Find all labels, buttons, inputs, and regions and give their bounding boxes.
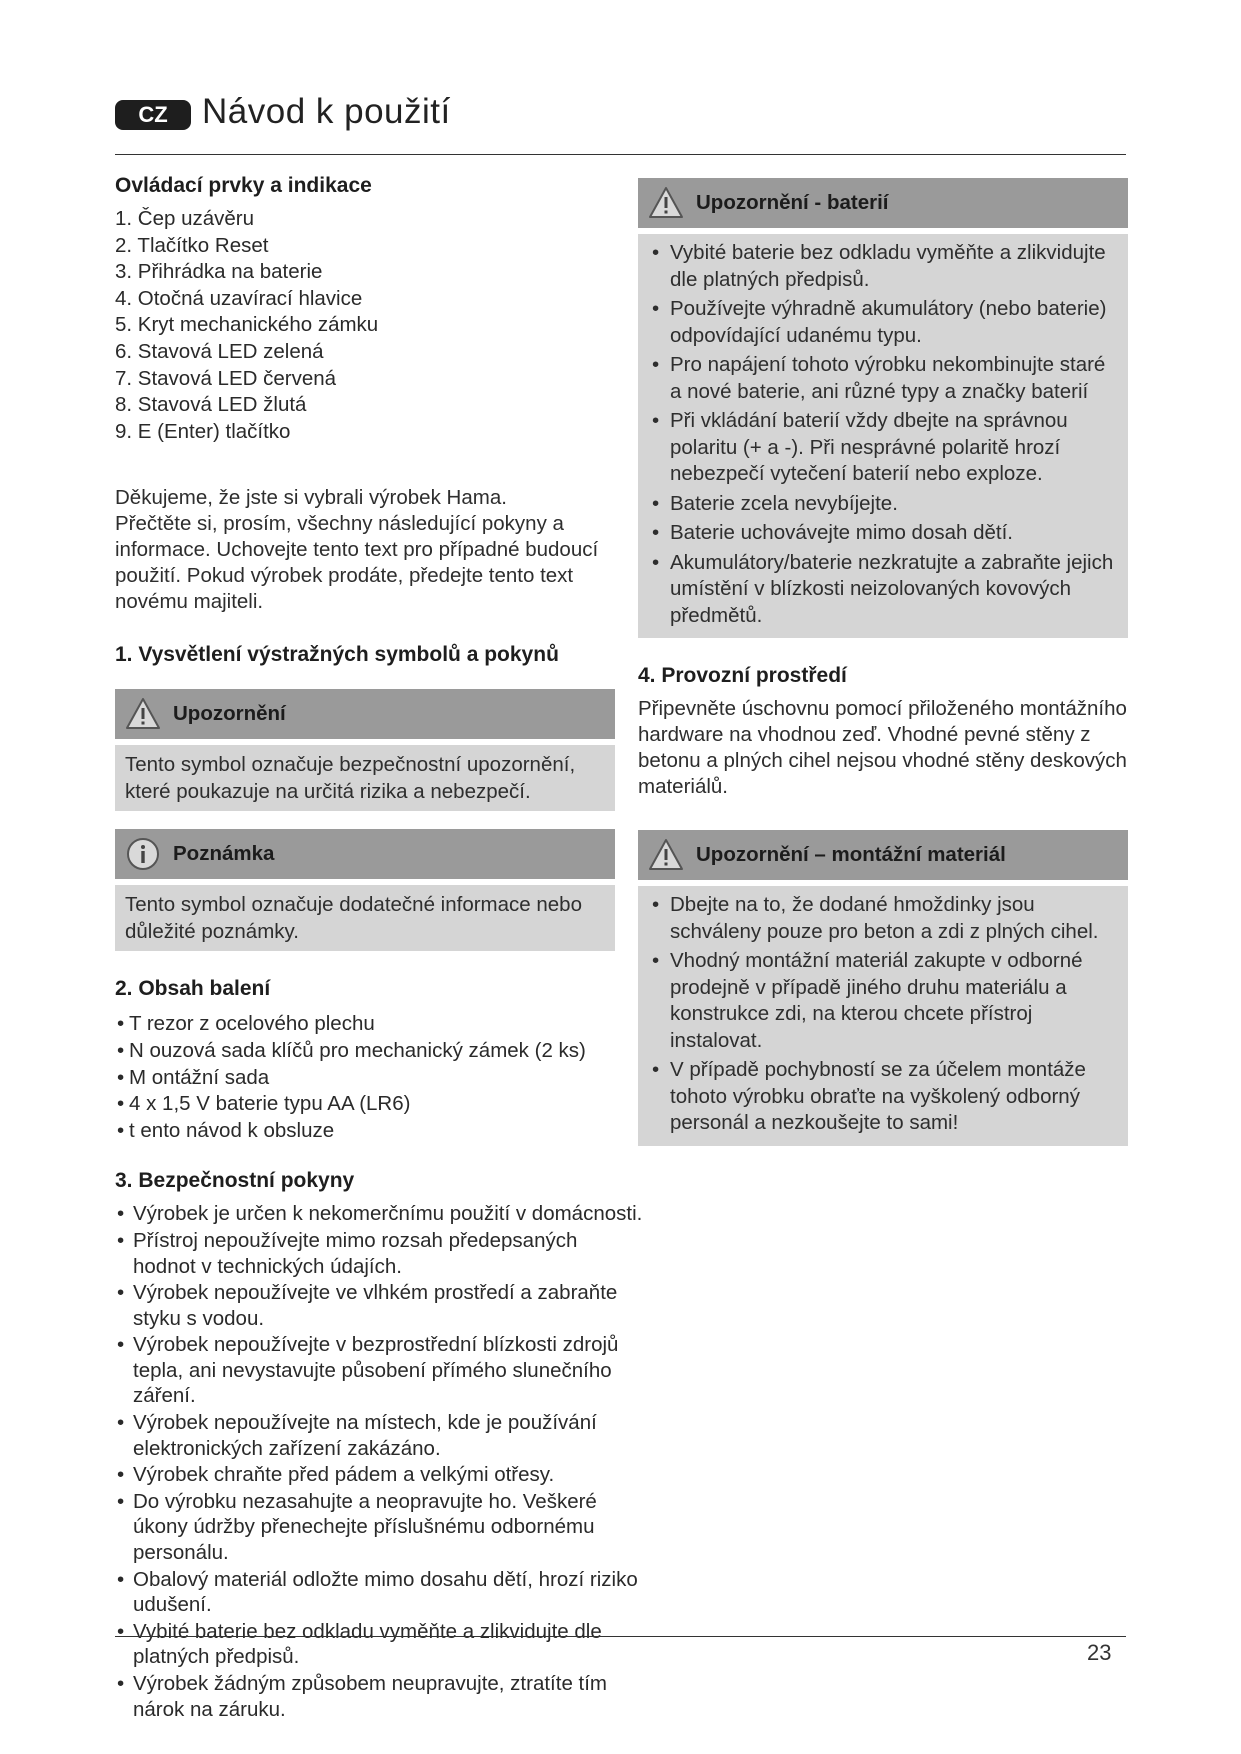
list-item: • Pro napájení tohoto výrobku nekombinujte staré a nové baterie, ani různé typy a značky baterií (648, 352, 1118, 405)
language-badge: CZ (115, 100, 191, 130)
intro-line: Přečtěte si, prosím, všechny následující pokyny a informace. Uchovejte tento text pro případné budoucí použití. Pokud výrobek prodáte, předejte tento text novému majiteli. (115, 512, 599, 614)
warning-triangle-icon (648, 837, 684, 873)
list-item: • Výrobek žádným způsobem neupravujte, ztratíte tím nárok na záruku. (115, 1671, 645, 1722)
section4-text: Připevněte úschovnu pomocí přiloženého montážního hardware na vhodnou zeď. Vhodné pevné stěny z betonu a plných cihel nejsou vhodné stěny deskových materiálů. (638, 697, 1127, 798)
list-item: 7. Stavová LED červená (115, 366, 337, 390)
note-box-body: Tento symbol označuje dodatečné informace nebo důležité poznámky. (115, 885, 615, 951)
list-item: 9. E (Enter) tlačítko (115, 419, 291, 443)
package-contents-list (115, 1011, 615, 1143)
controls-list (115, 206, 615, 445)
battery-warning-header (638, 178, 1128, 228)
list-item: • Vybité baterie bez odkladu vyměňte a zlikvidujte dle platných předpisů. (648, 240, 1118, 293)
mounting-warning-box (638, 830, 1128, 1146)
section2-heading: 2. Obsah balení (115, 977, 271, 1001)
warning-triangle-icon (648, 185, 684, 221)
list-item: • T rezor z ocelového plechu (115, 1011, 615, 1037)
battery-warning-box (638, 178, 1128, 638)
info-circle-icon (125, 836, 161, 872)
list-item: • Baterie uchovávejte mimo dosah dětí. (648, 520, 1118, 547)
list-item: 6. Stavová LED zelená (115, 339, 324, 363)
controls-heading: Ovládací prvky a indikace (115, 174, 372, 197)
battery-warning-body (638, 234, 1128, 638)
warning-triangle-icon (125, 696, 161, 732)
warning-box (115, 689, 615, 811)
mounting-warning-header (638, 830, 1128, 880)
list-item: • Vhodný montážní materiál zakupte v odborné prodejně v případě jiného druhu materiálu a konstrukce zdi, na kterou chcete přístroj instalovat. (648, 948, 1118, 1054)
header-divider (115, 154, 1126, 155)
warning-box-title: Upozornění (173, 702, 286, 726)
right-column (638, 178, 1128, 1146)
list-item: • Při vkládání baterií vždy dbejte na správnou polaritu (+ a -). Při nesprávné polaritě hrozí nebezpečí vytečení baterií nebo exploze. (648, 408, 1118, 488)
list-item: • Obalový materiál odložte mimo dosahu dětí, hrozí riziko udušení. (115, 1567, 645, 1618)
list-item: • Výrobek je určen k nekomerčnímu použití v domácnosti. (115, 1201, 645, 1227)
list-item: • Výrobek nepoužívejte ve vlhkém prostředí a zabraňte styku s vodou. (115, 1280, 645, 1331)
note-box-header (115, 829, 615, 879)
list-item: 2. Tlačítko Reset (115, 233, 269, 257)
safety-list (115, 1201, 645, 1722)
list-item: • Výrobek chraňte před pádem a velkými otřesy. (115, 1462, 645, 1488)
battery-warning-title: Upozornění - baterií (696, 191, 889, 214)
list-item: • Výrobek nepoužívejte v bezprostřední blízkosti zdrojů tepla, ani nevystavujte působení přímého slunečního záření. (115, 1332, 645, 1409)
list-item: • Vybité baterie bez odkladu vyměňte a zlikvidujte dle platných předpisů. (115, 1619, 645, 1670)
list-item: • Akumulátory/baterie nezkratujte a zabraňte jejich umístění v blízkosti neizolovaných kovových předmětů. (648, 550, 1118, 630)
list-item: 1. Čep uzávěru (115, 207, 255, 230)
footer-divider (115, 1636, 1126, 1637)
list-item: • Baterie zcela nevybíjejte. (648, 491, 1118, 518)
mounting-warning-title: Upozornění – montážní materiál (696, 843, 1006, 866)
warning-box-header (115, 689, 615, 739)
page-number: 23 (1087, 1640, 1112, 1665)
list-item: 8. Stavová LED žlutá (115, 393, 307, 417)
mounting-warning-body (638, 886, 1128, 1146)
list-item: • 4 x 1,5 V baterie typu AA (LR6) (115, 1091, 615, 1117)
list-item: • t ento návod k obsluze (115, 1118, 615, 1144)
page-title: Návod k použití (202, 92, 451, 131)
list-item: • M ontážní sada (115, 1065, 615, 1091)
list-item: 3. Přihrádka na baterie (115, 260, 323, 284)
intro-line: Děkujeme, že jste si vybrali výrobek Hama. (115, 486, 507, 510)
list-item: • Přístroj nepoužívejte mimo rozsah předepsaných hodnot v technických údajích. (115, 1228, 645, 1279)
list-item: • Do výrobku nezasahujte a neopravujte ho. Veškeré úkony údržby přenechejte příslušnému odbornému personálu. (115, 1489, 645, 1566)
note-box-title: Poznámka (173, 842, 275, 866)
list-item: • V případě pochybností se za účelem montáže tohoto výrobku obraťte na vyškolený odborný personál a nezkoušejte to sami! (648, 1057, 1118, 1137)
note-box (115, 829, 615, 951)
warning-box-body: Tento symbol označuje bezpečnostní upozornění, které poukazuje na určitá rizika a nebezpečí. (115, 745, 615, 811)
list-item: 5. Kryt mechanického zámku (115, 313, 379, 337)
list-item: • Výrobek nepoužívejte na místech, kde je používání elektronických zařízení zakázáno. (115, 1410, 645, 1461)
list-item: • N ouzová sada klíčů pro mechanický zámek (2 ks) (115, 1038, 615, 1064)
list-item: • Používejte výhradně akumulátory (nebo baterie) odpovídající udanému typu. (648, 296, 1118, 349)
section4-heading: 4. Provozní prostředí (638, 664, 847, 687)
list-item: • Dbejte na to, že dodané hmoždinky jsou schváleny pouze pro beton a zdi z plných cihel. (648, 892, 1118, 945)
left-column (115, 174, 643, 1723)
section3-heading: 3. Bezpečnostní pokyny (115, 1169, 355, 1193)
list-item: 4. Otočná uzavírací hlavice (115, 286, 363, 310)
intro-text (115, 485, 615, 615)
section1-heading: 1. Vysvětlení výstražných symbolů a pokynů (115, 643, 559, 667)
